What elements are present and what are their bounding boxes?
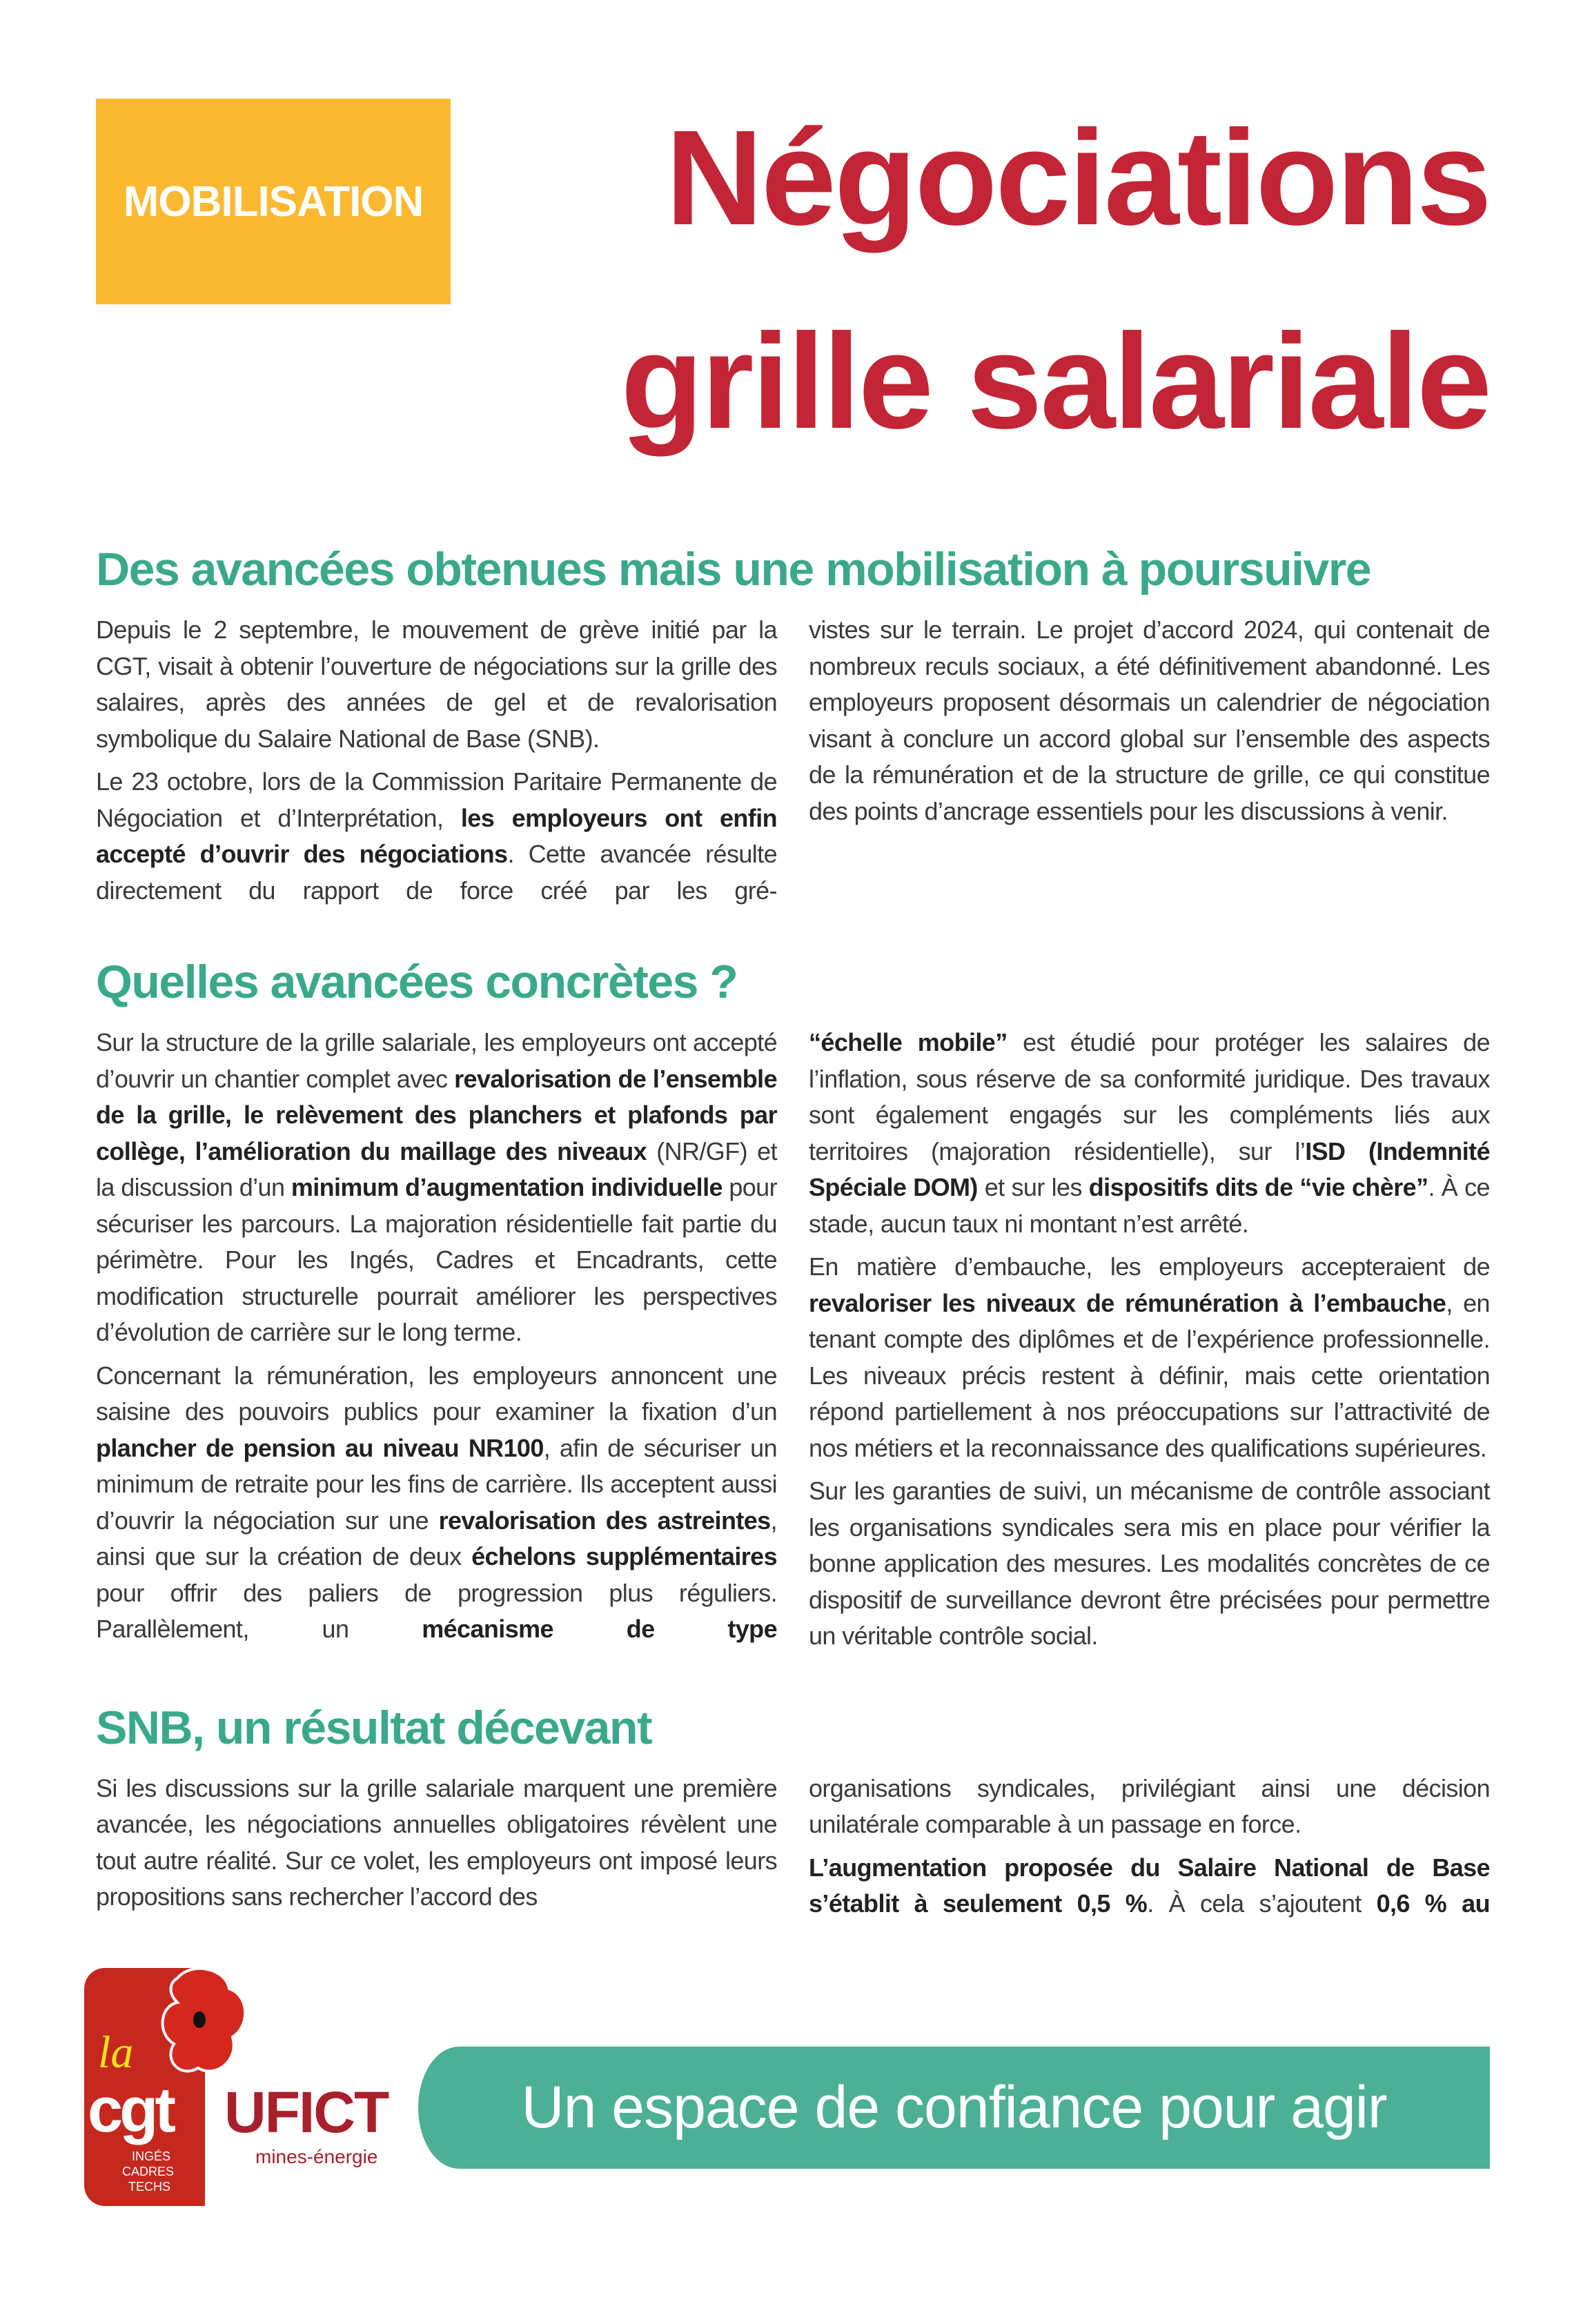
section-3	[96, 1700, 1490, 1929]
section-2-right-column	[809, 1025, 1490, 1662]
section-2-left-column	[96, 1025, 777, 1662]
category-tag	[96, 99, 451, 304]
paragraph	[809, 1850, 1490, 1922]
text: Concernant la rémunération, les employeurs annoncent une saisine des pouvoirs publics pour examiner la fixation d’un	[96, 1361, 777, 1426]
text: Sur la structure de la grille salariale, les employeurs ont accepté d’ouvrir un chantier complet avec	[96, 1028, 777, 1093]
paragraph	[96, 1358, 777, 1648]
section-heading-2: Quelles avancées concrètes ?	[96, 956, 738, 1008]
slogan-banner	[418, 2047, 1490, 2169]
paragraph	[96, 612, 777, 757]
text: . Cette avancée résulte directement du rapport de force créé par les gré-	[96, 840, 777, 905]
text: pour offrir des paliers de progression plus réguliers. Parallèlement, un	[96, 1578, 777, 1643]
bold-text: 0,6 % au	[1376, 1889, 1490, 1918]
page-title-line1: Négociations	[665, 102, 1490, 253]
paragraph	[809, 1249, 1490, 1466]
bold-text: mécanisme de type	[422, 1615, 777, 1643]
bold-text: dispositifs dits de “vie chère”	[1088, 1173, 1428, 1201]
paragraph	[809, 612, 1490, 829]
paragraph	[809, 1473, 1490, 1655]
section-3-left-column	[96, 1771, 777, 1929]
poppy-icon	[150, 1964, 253, 2082]
section-1-left-column	[96, 612, 777, 916]
text: organisations syndicales, privilégiant ainsi une décision unilatérale comparable à un passage en force.	[809, 1773, 1490, 1838]
text: , en tenant compte des diplômes et de l’expérience professionnelle. Les niveaux précis restent à définir, mais cette orientation répond partiellement à nos préoccupations sur l’attractivité de nos métiers et la reconnaissance des qualifications supérieures.	[809, 1288, 1490, 1462]
page-title-line2: grille salariale	[620, 306, 1490, 457]
section-3-right-column	[809, 1771, 1490, 1929]
bold-text: revaloriser les niveaux de rémunération à l’embauche	[809, 1288, 1446, 1317]
bold-text: minimum d’augmentation individuelle	[291, 1173, 723, 1201]
logo-ufict: UFICT	[224, 2079, 389, 2145]
bold-text: plancher de pension au niveau NR100	[96, 1433, 544, 1462]
bold-text: revalorisation des astreintes	[438, 1506, 771, 1535]
bold-text: ISD (Indemnité Spéciale DOM)	[809, 1136, 1490, 1201]
paragraph	[96, 1771, 777, 1916]
text: est étudié pour protéger les salaires de l’inflation, sous réserve de sa conformité juridique. Des travaux sont également engagés sur les compléments liés aux territoires (majoration résidentielle), sur l’	[809, 1028, 1490, 1165]
slogan: Un espace de confiance pour agir	[521, 2074, 1387, 2140]
bold-text: échelons supplémentaires	[471, 1542, 778, 1570]
text: Sur les garanties de suivi, un mécanisme de contrôle associant les organisations syndicales sera mis en place pour vérifier la bonne application des mesures. Les modalités concrètes de ce dispositif de surveillance devront être précisées pour permettre un véritable contrôle social.	[809, 1477, 1490, 1650]
page-header	[0, 0, 1592, 542]
bold-text: L’augmentation proposée du Salaire National de Base s’établit à seulement 0,5 %	[809, 1853, 1490, 1918]
text: vistes sur le terrain. Le projet d’accord 2024, qui contenait de nombreux reculs sociaux, a été définitivement abandonné. Les employeurs proposent désormais un calendrier de négociation visant à conclure un accord global sur l’ensemble des aspects de la rémunération et de la structure de grille, ce qui constitue des points d’ancrage essentiels pour les discussions à venir.	[809, 616, 1490, 825]
text: En matière d’embauche, les employeurs accepteraient de	[809, 1252, 1490, 1281]
bold-text: les employeurs ont enfin accepté d’ouvrir des négociations	[96, 803, 777, 868]
section-1	[96, 542, 1490, 916]
section-heading-3: SNB, un résultat décevant	[96, 1701, 652, 1754]
footer	[0, 1968, 1592, 2206]
logo-subtitle: INGÉS CADRES TECHS	[122, 2149, 175, 2194]
paragraph	[809, 1025, 1490, 1242]
logo-la: la	[98, 2027, 134, 2078]
paragraph	[96, 764, 777, 909]
text: , afin de sécuriser un minimum de retraite pour les fins de carrière. Ils acceptent aussi d’ouvrir la négociation sur une	[96, 1433, 777, 1535]
category-tag-label: MOBILISATION	[123, 177, 424, 226]
text: Le 23 octobre, lors de la Commission Paritaire Permanente de Négociation et d’Interprétation,	[96, 767, 777, 832]
text: pour sécuriser les parcours. La majoration résidentielle fait partie du périmètre. Pour les Ingés, Cadres et Encadrants, cette modification structurelle pourrait améliorer les perspectives d’évolution de carrière sur le long terme.	[96, 1173, 777, 1346]
paragraph	[809, 1771, 1490, 1843]
text: Depuis le 2 septembre, le mouvement de grève initié par la CGT, visait à obtenir l’ouverture de négociations sur la grille des salaires, après des années de gel et de revalorisation symbolique du Salaire National de Base (SNB).	[96, 616, 777, 753]
bold-text: “échelle mobile”	[809, 1028, 1008, 1056]
text: (NR/GF) et la discussion d’un	[96, 1136, 777, 1201]
paragraph	[96, 1025, 777, 1351]
cgt-logo	[84, 1968, 205, 2206]
main-content	[0, 542, 1592, 1929]
text: Si les discussions sur la grille salariale marquent une première avancée, les négociations annuelles obligatoires révèlent une tout autre réalité. Sur ce volet, les employeurs ont imposé leurs propositions sans rechercher l’accord des	[96, 1773, 777, 1911]
logo-cgt: cgt	[88, 2074, 173, 2145]
text: . À ce stade, aucun taux ni montant n’est arrêté.	[809, 1173, 1490, 1238]
logo-branch: mines-énergie	[255, 2145, 378, 2167]
text: . À cela s’ajoutent	[1147, 1889, 1377, 1918]
section-heading-1: Des avancées obtenues mais une mobilisation à poursuivre	[96, 543, 1371, 595]
text: et sur les	[977, 1173, 1089, 1201]
bold-text: revalorisation de l’ensemble de la grille, le relèvement des planchers et plafonds par collège, l’amélioration du maillage des niveaux	[96, 1064, 777, 1165]
section-1-right-column	[809, 612, 1490, 916]
section-2	[96, 954, 1490, 1662]
text: , ainsi que sur la création de deux	[96, 1506, 777, 1570]
